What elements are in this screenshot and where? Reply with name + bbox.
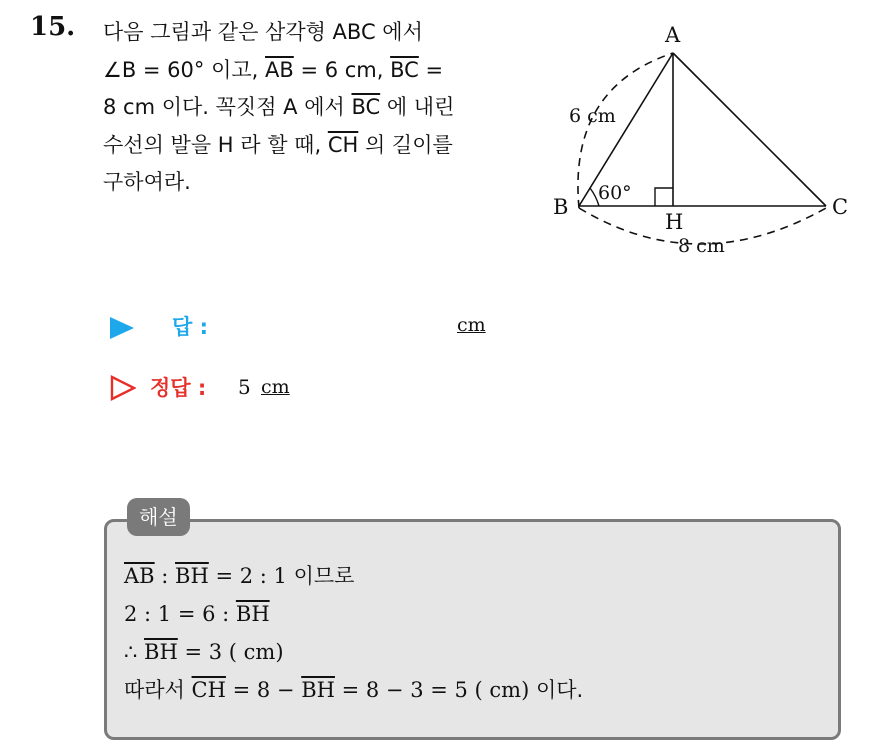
segment-bh: $\overline{BH}$: [175, 564, 209, 588]
answer-unit: cm: [457, 314, 486, 336]
correct-value: 5: [238, 375, 251, 399]
solution-line-2: [124, 595, 583, 633]
segment-bh: $\overline{BH}$: [144, 640, 178, 664]
answer-row: [110, 311, 530, 345]
triangle-figure: [548, 18, 858, 273]
correct-answer-row: [110, 372, 410, 406]
text-fragment: = 8 − 3 = 5 ( cm): [334, 678, 536, 702]
segment-ch: $\overline{CH}$: [191, 678, 226, 702]
solution-tag: 해설: [127, 498, 190, 536]
outline-triangle-icon: [110, 375, 136, 401]
question-line-2: [103, 52, 533, 90]
text-fragment: =: [418, 57, 444, 82]
solution-line-4: [124, 671, 583, 709]
side-ab-length: 6 cm: [569, 105, 616, 127]
segment-bh: $\overline{BH}$: [235, 602, 270, 626]
text-fragment: = 2 : 1: [208, 564, 294, 588]
solution-line-3: [124, 633, 583, 671]
angle-label: 60°: [598, 182, 632, 204]
segment-ab: $\overline{AB}$: [124, 564, 155, 588]
solution-lines: [124, 557, 583, 709]
text-fragment: 의 길이를: [358, 132, 453, 157]
text-fragment: ∠B = 60° 이고,: [103, 57, 265, 82]
side-ac: [673, 53, 826, 206]
text-fragment: 에 내린: [380, 95, 455, 119]
segment-bc: $\overline{BC}$: [351, 95, 381, 119]
text-fragment: 이므로: [293, 564, 355, 588]
segment-bc: $\overline{BC}$: [390, 57, 419, 82]
question-line-5: 구하여라.: [103, 170, 191, 194]
correct-label: 정답 :: [150, 376, 207, 400]
text-fragment: :: [154, 564, 176, 588]
side-bc-length: 8 cm: [678, 235, 725, 257]
vertex-c-label: C: [832, 195, 849, 219]
text-fragment: = 8 −: [225, 678, 302, 702]
question-line-4: [103, 127, 533, 165]
question-line-1: 다음 그림과 같은 삼각형 ABC 에서: [103, 20, 423, 44]
foot-h-label: H: [665, 210, 684, 234]
segment-ab: $\overline{AB}$: [265, 57, 294, 82]
segment-bh: $\overline{BH}$: [301, 678, 335, 702]
play-triangle-icon: [110, 317, 134, 339]
text-fragment: 8 cm 이다. 꼭짓점 A 에서: [103, 95, 352, 119]
question-number: 15.: [30, 12, 76, 42]
vertex-b-label: B: [553, 195, 569, 219]
segment-ch: $\overline{CH}$: [327, 132, 359, 157]
correct-unit: cm: [261, 376, 290, 398]
text-fragment: 따라서: [124, 678, 192, 702]
question-text: [103, 14, 533, 202]
question-line-3: [103, 89, 533, 127]
text-fragment: 이다.: [535, 678, 584, 702]
solution-line-1: [124, 557, 583, 595]
text-fragment: 2 : 1 = 6 :: [124, 602, 236, 626]
text-fragment: ∴: [124, 640, 145, 664]
right-angle-mark: [655, 188, 673, 206]
text-fragment: = 3 ( cm): [177, 640, 284, 664]
text-fragment: 수선의 발을 H 라 할 때,: [103, 132, 328, 157]
answer-label: 답 :: [172, 315, 208, 339]
vertex-a-label: A: [665, 23, 681, 47]
text-fragment: = 6 cm,: [293, 57, 391, 82]
